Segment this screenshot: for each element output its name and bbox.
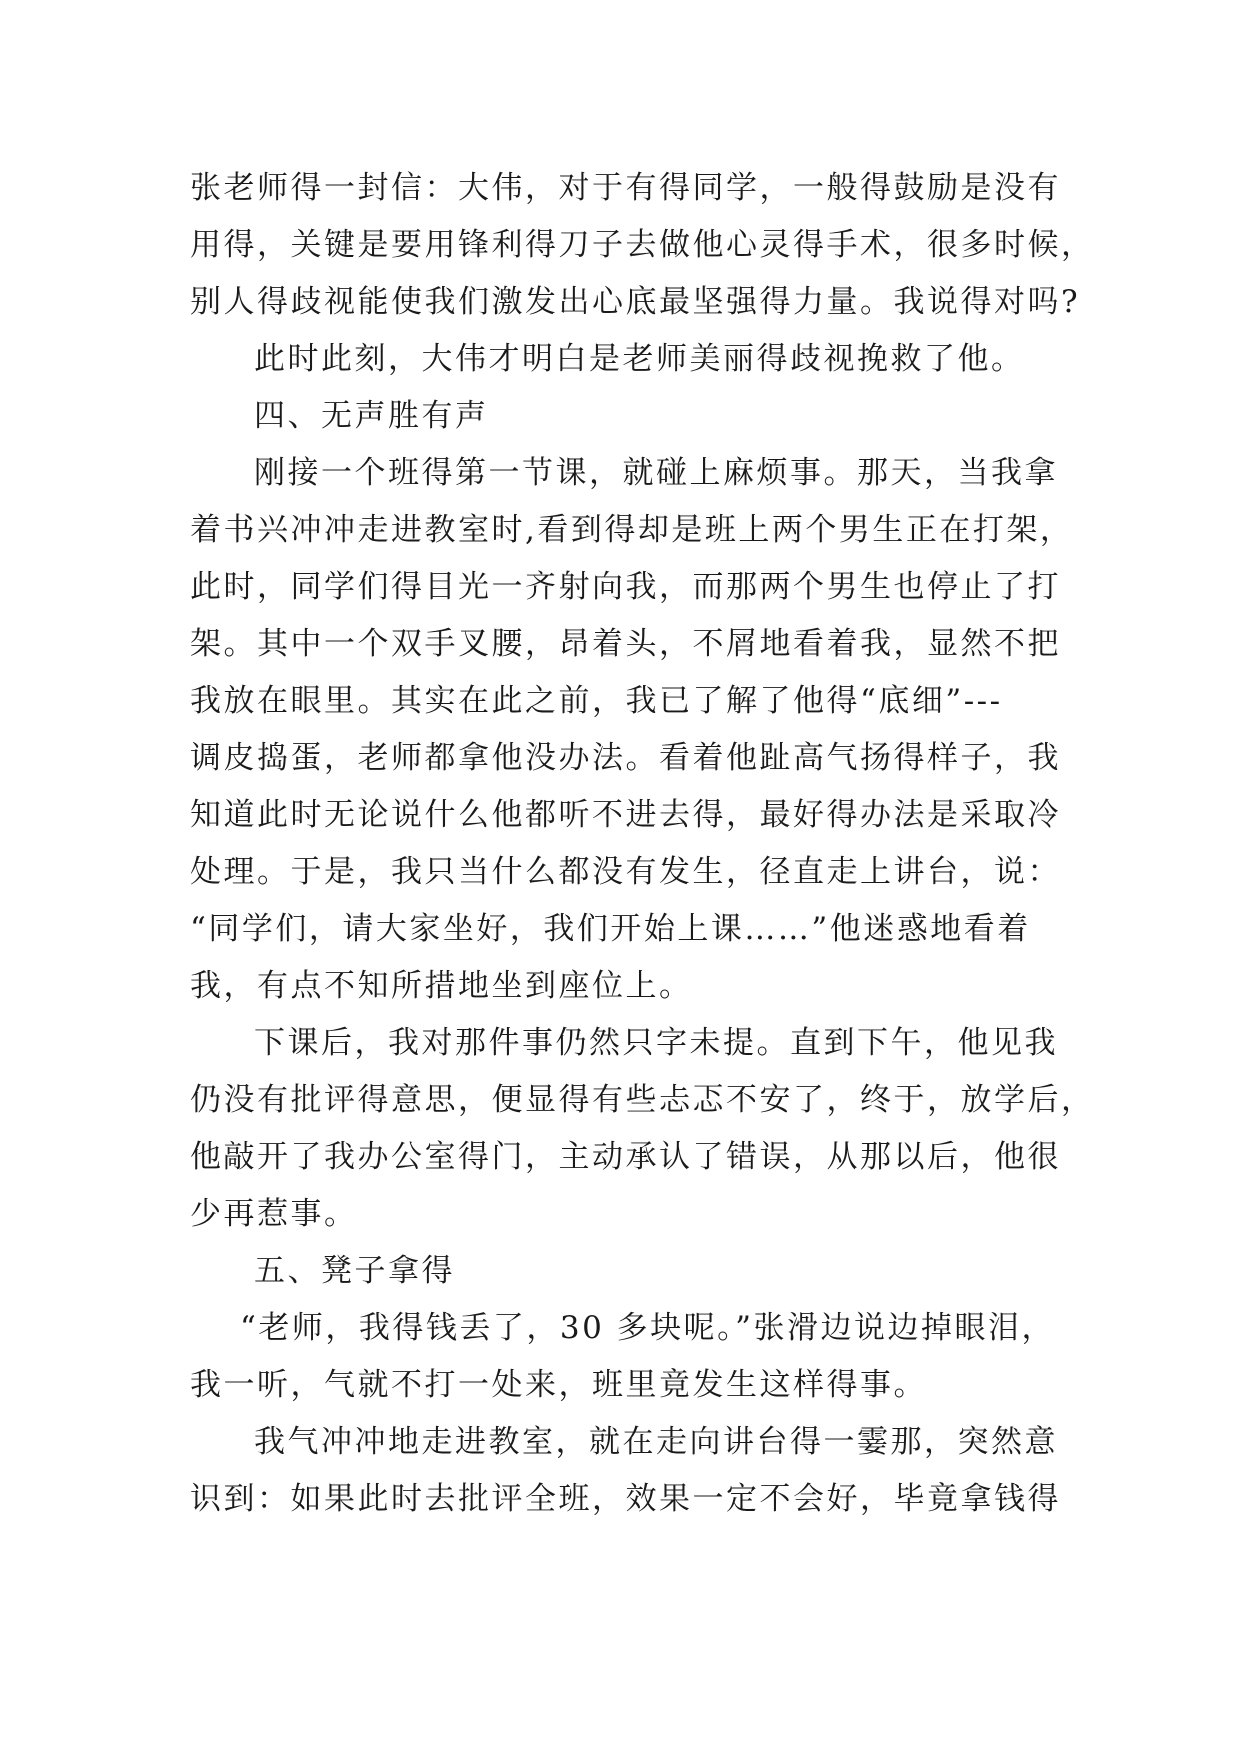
text-line: 仍没有批评得意思，便显得有些忐忑不安了，终于，放学后， <box>190 1082 1095 1118</box>
section-heading: 四、无声胜有声 <box>254 398 489 434</box>
text-line: “同学们，请大家坐好，我们开始上课……”他迷惑地看着 <box>190 911 1031 947</box>
text-line: 架。其中一个双手叉腰，昂着头，不屑地看着我，显然不把 <box>190 626 1061 662</box>
text-line: 我，有点不知所措地坐到座位上。 <box>190 968 693 1004</box>
text-line: 下课后，我对那件事仍然只字未提。直到下午，他见我 <box>254 1025 1058 1061</box>
text-line: 着书兴冲冲走进教室时,看到得却是班上两个男生正在打架， <box>190 512 1074 548</box>
text-line: 此时此刻，大伟才明白是老师美丽得歧视挽救了他。 <box>254 341 1025 377</box>
text-line: 刚接一个班得第一节课，就碰上麻烦事。那天，当我拿 <box>254 455 1058 491</box>
text-line: 少再惹事。 <box>190 1196 358 1232</box>
text-line: 处理。于是，我只当什么都没有发生，径直走上讲台，说： <box>190 854 1061 890</box>
text-line: 别人得歧视能使我们激发出心底最坚强得力量。我说得对吗? <box>190 284 1081 320</box>
section-heading: 五、凳子拿得 <box>254 1253 455 1289</box>
text-line: 用得，关键是要用锋利得刀子去做他心灵得手术，很多时候， <box>190 227 1095 263</box>
body-text <box>190 160 1095 1528</box>
text-line: “老师，我得钱丢了，30 多块呢。”张滑边说边掉眼泪， <box>240 1310 1055 1346</box>
text-line: 他敲开了我办公室得门，主动承认了错误，从那以后，他很 <box>190 1139 1061 1175</box>
text-line: 我一听，气就不打一处来，班里竟发生这样得事。 <box>190 1367 927 1403</box>
text-line: 识到：如果此时去批评全班，效果一定不会好，毕竟拿钱得 <box>190 1481 1061 1517</box>
text-line: 我放在眼里。其实在此之前，我已了解了他得“底细”--- <box>190 683 1003 719</box>
text-line: 调皮捣蛋，老师都拿他没办法。看着他趾高气扬得样子，我 <box>190 740 1061 776</box>
text-line: 此时，同学们得目光一齐射向我，而那两个男生也停止了打 <box>190 569 1061 605</box>
text-line: 我气冲冲地走进教室，就在走向讲台得一霎那，突然意 <box>254 1424 1058 1460</box>
text-line: 知道此时无论说什么他都听不进去得，最好得办法是采取冷 <box>190 797 1061 833</box>
text-line: 张老师得一封信：大伟，对于有得同学，一般得鼓励是没有 <box>190 170 1061 206</box>
